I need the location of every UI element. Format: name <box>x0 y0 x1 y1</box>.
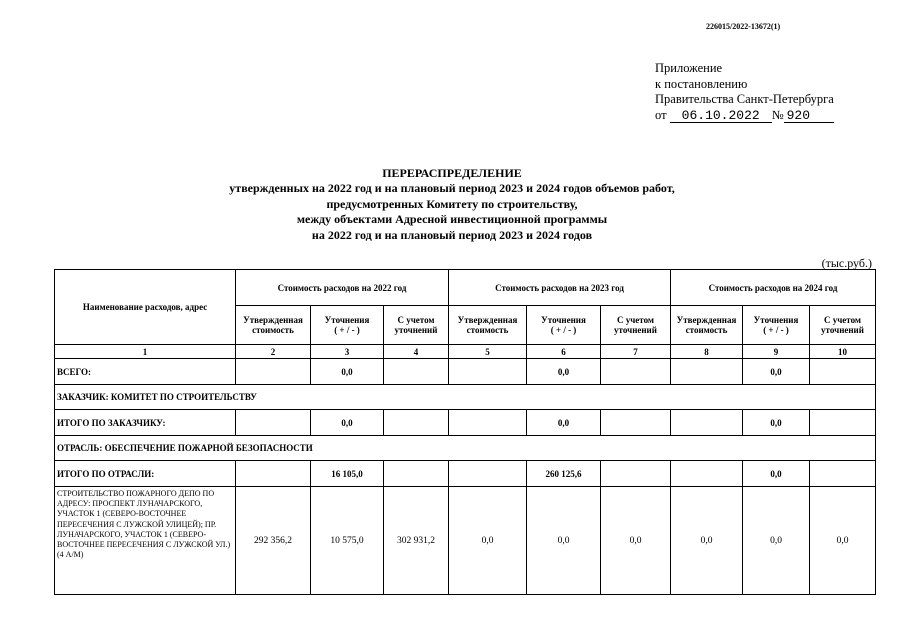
total-row <box>55 359 876 385</box>
header-approved-2022: Утвержденная стоимость <box>236 306 311 345</box>
col-number: 5 <box>449 345 527 359</box>
customer-total-changes-2023: 0,0 <box>527 410 601 436</box>
header-group-2023: Стоимость расходов на 2023 год <box>449 270 671 306</box>
cell-empty <box>384 461 449 487</box>
customer-total-changes-2022: 0,0 <box>311 410 384 436</box>
item-changes-2024: 0,0 <box>743 487 810 595</box>
industry-total-changes-2024: 0,0 <box>743 461 810 487</box>
customer-total-label: ИТОГО ПО ЗАКАЗЧИКУ: <box>55 410 236 436</box>
document-title <box>180 166 724 243</box>
appendix-block <box>655 61 834 123</box>
col-number: 8 <box>671 345 743 359</box>
cell-empty <box>671 461 743 487</box>
cell-empty <box>384 359 449 385</box>
item-approved-2024: 0,0 <box>671 487 743 595</box>
col-number: 3 <box>311 345 384 359</box>
total-changes-2024: 0,0 <box>743 359 810 385</box>
industry-total-label: ИТОГО ПО ОТРАСЛИ: <box>55 461 236 487</box>
cell-empty <box>601 410 671 436</box>
resolution-date: 06.10.2022 <box>670 109 772 123</box>
title-line-3: предусмотренных Комитету по строительству, <box>326 196 578 211</box>
appendix-line-1: Приложение <box>655 61 723 75</box>
col-number: 7 <box>601 345 671 359</box>
header-changes-2024: Уточнения ( + / - ) <box>743 306 810 345</box>
cell-empty <box>810 410 876 436</box>
total-changes-2023: 0,0 <box>527 359 601 385</box>
appendix-line-3: Правительства Санкт-Петербурга <box>655 92 834 106</box>
header-with-changes-2022: С учетом уточнений <box>384 306 449 345</box>
industry-label: ОТРАСЛЬ: ОБЕСПЕЧЕНИЕ ПОЖАРНОЙ БЕЗОПАСНОСТИ <box>55 436 876 461</box>
cell-empty <box>671 359 743 385</box>
item-changes-2022: 10 575,0 <box>311 487 384 595</box>
cell-empty <box>236 410 311 436</box>
units-label: (тыс.руб.) <box>821 256 872 270</box>
column-numbers-row <box>55 345 876 359</box>
customer-total-changes-2024: 0,0 <box>743 410 810 436</box>
cell-empty <box>449 359 527 385</box>
total-label: ВСЕГО: <box>55 359 236 385</box>
header-changes-2022: Уточнения ( + / - ) <box>311 306 384 345</box>
industry-total-changes-2022: 16 105,0 <box>311 461 384 487</box>
title-line-2: утвержденных на 2022 год и на плановый период 2023 и 2024 годов объемов работ, <box>229 181 675 196</box>
industry-total-changes-2023: 260 125,6 <box>527 461 601 487</box>
redistribution-table <box>54 269 876 595</box>
item-approved-2023: 0,0 <box>449 487 527 595</box>
item-with-changes-2023: 0,0 <box>601 487 671 595</box>
customer-label: ЗАКАЗЧИК: КОМИТЕТ ПО СТРОИТЕЛЬСТВУ <box>55 385 876 410</box>
cell-empty <box>810 359 876 385</box>
cell-empty <box>236 461 311 487</box>
cell-empty <box>384 410 449 436</box>
resolution-number: 920 <box>784 109 834 123</box>
header-name: Наименование расходов, адрес <box>55 270 236 345</box>
customer-row <box>55 385 876 410</box>
appendix-line-2: к постановлению <box>655 76 748 91</box>
item-name: СТРОИТЕЛЬСТВО ПОЖАРНОГО ДЕПО ПО АДРЕСУ: ПРОСПЕКТ ЛУНАЧАРСКОГО, УЧАСТОК 1 (СЕВЕРО-ВОСТОЧНЕЕ ПЕРЕСЕЧЕНИЯ С ЛУЖСКОЙ УЛИЦЕЙ); ПР. ЛУНАЧАРСКОГО, УЧАСТОК 1 (СЕВЕРО-ВОСТОЧНЕЕ ПЕРЕСЕЧЕНИЯ С ЛУЖСКОЙ УЛ.) (4 А/М) <box>55 487 236 595</box>
header-with-changes-2023: С учетом уточнений <box>601 306 671 345</box>
cell-empty <box>671 410 743 436</box>
header-approved-2023: Утвержденная стоимость <box>449 306 527 345</box>
date-prefix: от <box>655 107 667 122</box>
total-changes-2022: 0,0 <box>311 359 384 385</box>
appendix-date-line <box>655 108 834 124</box>
customer-total-row <box>55 410 876 436</box>
cell-empty <box>601 461 671 487</box>
header-group-2022: Стоимость расходов на 2022 год <box>236 270 449 306</box>
cell-empty <box>449 410 527 436</box>
col-number: 2 <box>236 345 311 359</box>
col-number: 9 <box>743 345 810 359</box>
number-prefix: № <box>771 107 784 122</box>
document-id: 226015/2022-13672(1) <box>706 22 781 31</box>
item-approved-2022: 292 356,2 <box>236 487 311 595</box>
col-number: 4 <box>384 345 449 359</box>
cell-empty <box>449 461 527 487</box>
item-with-changes-2022: 302 931,2 <box>384 487 449 595</box>
industry-row <box>55 436 876 461</box>
industry-total-row <box>55 461 876 487</box>
header-group-2024: Стоимость расходов на 2024 год <box>671 270 876 306</box>
header-approved-2024: Утвержденная стоимость <box>671 306 743 345</box>
cell-empty <box>601 359 671 385</box>
item-with-changes-2024: 0,0 <box>810 487 876 595</box>
col-number: 6 <box>527 345 601 359</box>
title-line-4: между объектами Адресной инвестиционной программы <box>296 212 608 227</box>
col-number: 1 <box>55 345 236 359</box>
cell-empty <box>236 359 311 385</box>
item-row <box>55 487 876 595</box>
header-changes-2023: Уточнения ( + / - ) <box>527 306 601 345</box>
item-changes-2023: 0,0 <box>527 487 601 595</box>
cell-empty <box>810 461 876 487</box>
title-line-5: на 2022 год и на плановый период 2023 и 2024 годов <box>311 227 593 242</box>
header-with-changes-2024: С учетом уточнений <box>810 306 876 345</box>
title-line-1: ПЕРЕРАСПРЕДЕЛЕНИЕ <box>382 166 522 180</box>
col-number: 10 <box>810 345 876 359</box>
